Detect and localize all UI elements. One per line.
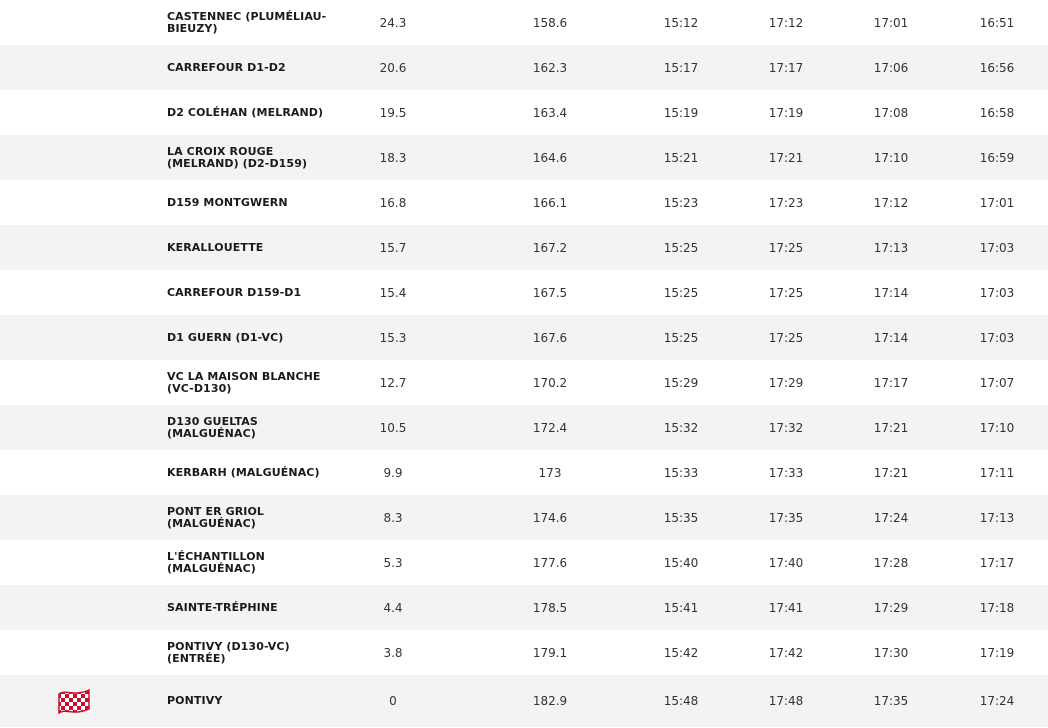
time-schedule-2: 17:21 — [768, 150, 804, 165]
row-icon-cell — [0, 405, 148, 450]
time-schedule-3: 17:14 — [873, 285, 909, 300]
km-done: 179.1 — [532, 645, 568, 660]
time-schedule-3: 17:29 — [873, 600, 909, 615]
table-row-finish — [0, 675, 1048, 727]
row-icon-cell — [0, 180, 148, 225]
time-schedule-2: 17:29 — [768, 375, 804, 390]
location-name: LA CROIX ROUGE (MELRAND) (D2-D159) — [167, 144, 308, 170]
time-schedule-4: 16:51 — [979, 15, 1015, 30]
time-schedule-1: 15:17 — [663, 60, 699, 75]
row-icon-cell — [0, 45, 148, 90]
time-schedule-3: 17:13 — [873, 240, 909, 255]
km-done: 167.2 — [532, 240, 568, 255]
table-row — [0, 450, 1048, 495]
time-schedule-2: 17:33 — [768, 465, 804, 480]
time-schedule-1: 15:12 — [663, 15, 699, 30]
time-schedule-1: 15:29 — [663, 375, 699, 390]
time-schedule-4: 16:56 — [979, 60, 1015, 75]
time-schedule-1: 15:41 — [663, 600, 699, 615]
time-schedule-3: 17:17 — [873, 375, 909, 390]
km-remaining: 0 — [389, 694, 397, 708]
km-remaining: 19.5 — [379, 105, 407, 120]
row-icon-cell — [0, 225, 148, 270]
location-name: KERBARH (MALGUÉNAC) — [167, 465, 320, 479]
time-schedule-2: 17:41 — [768, 600, 804, 615]
time-schedule-3: 17:01 — [873, 15, 909, 30]
location-name: PONTIVY — [167, 694, 223, 707]
location-name: CARREFOUR D159-D1 — [167, 285, 302, 299]
location-name: KERALLOUETTE — [167, 240, 264, 254]
time-schedule-2: 17:35 — [768, 510, 804, 525]
km-done: 158.6 — [532, 15, 568, 30]
km-done: 177.6 — [532, 555, 568, 570]
row-icon-cell — [0, 585, 148, 630]
time-schedule-3: 17:21 — [873, 465, 909, 480]
location-name: CARREFOUR D1-D2 — [167, 60, 286, 74]
time-schedule-3: 17:28 — [873, 555, 909, 570]
table-row — [0, 0, 1048, 45]
time-schedule-1: 15:23 — [663, 195, 699, 210]
time-schedule-1: 15:48 — [663, 694, 699, 708]
time-schedule-4: 17:10 — [979, 420, 1015, 435]
time-schedule-4: 17:24 — [979, 694, 1015, 708]
time-schedule-1: 15:42 — [663, 645, 699, 660]
row-icon-cell — [0, 675, 148, 727]
km-remaining: 16.8 — [379, 195, 407, 210]
time-schedule-2: 17:48 — [768, 694, 804, 708]
location-name: VC LA MAISON BLANCHE (VC-D130) — [167, 369, 321, 395]
time-schedule-2: 17:42 — [768, 645, 804, 660]
km-remaining: 8.3 — [383, 510, 403, 525]
km-done: 163.4 — [532, 105, 568, 120]
time-schedule-1: 15:19 — [663, 105, 699, 120]
table-row — [0, 405, 1048, 450]
table-row — [0, 90, 1048, 135]
time-schedule-1: 15:35 — [663, 510, 699, 525]
km-done: 178.5 — [532, 600, 568, 615]
time-schedule-4: 16:58 — [979, 105, 1015, 120]
time-schedule-4: 17:13 — [979, 510, 1015, 525]
time-schedule-3: 17:35 — [873, 694, 909, 708]
km-remaining: 9.9 — [383, 465, 403, 480]
time-schedule-1: 15:25 — [663, 240, 699, 255]
km-remaining: 15.3 — [379, 330, 407, 345]
table-row — [0, 225, 1048, 270]
table-row — [0, 45, 1048, 90]
row-icon-cell — [0, 495, 148, 540]
table-row — [0, 315, 1048, 360]
time-schedule-2: 17:32 — [768, 420, 804, 435]
time-schedule-1: 15:32 — [663, 420, 699, 435]
km-done: 162.3 — [532, 60, 568, 75]
row-icon-cell — [0, 135, 148, 180]
location-name: PONT ER GRIOL (MALGUÉNAC) — [167, 504, 265, 530]
km-remaining: 5.3 — [383, 555, 403, 570]
location-name: D2 COLÉHAN (MELRAND) — [167, 105, 324, 119]
location-name: D159 MONTGWERN — [167, 195, 288, 209]
time-schedule-3: 17:14 — [873, 330, 909, 345]
row-icon-cell — [0, 630, 148, 675]
time-schedule-4: 16:59 — [979, 150, 1015, 165]
time-schedule-3: 17:12 — [873, 195, 909, 210]
km-remaining: 24.3 — [379, 15, 407, 30]
table-row — [0, 630, 1048, 675]
time-schedule-4: 17:11 — [979, 465, 1015, 480]
time-schedule-3: 17:06 — [873, 60, 909, 75]
km-remaining: 4.4 — [383, 600, 403, 615]
table-row — [0, 495, 1048, 540]
location-name: SAINTE-TRÉPHINE — [167, 600, 278, 614]
time-schedule-3: 17:21 — [873, 420, 909, 435]
km-remaining: 15.7 — [379, 240, 407, 255]
km-done: 182.9 — [532, 694, 568, 708]
km-remaining: 18.3 — [379, 150, 407, 165]
row-icon-cell — [0, 0, 148, 45]
time-schedule-3: 17:10 — [873, 150, 909, 165]
time-schedule-2: 17:40 — [768, 555, 804, 570]
time-schedule-3: 17:08 — [873, 105, 909, 120]
time-schedule-1: 15:25 — [663, 285, 699, 300]
table-row — [0, 180, 1048, 225]
location-name: D130 GUELTAS (MALGUÉNAC) — [167, 414, 258, 440]
km-done: 174.6 — [532, 510, 568, 525]
table-row — [0, 585, 1048, 630]
km-done: 170.2 — [532, 375, 568, 390]
location-name: L'ÉCHANTILLON (MALGUÉNAC) — [167, 549, 265, 575]
row-icon-cell — [0, 270, 148, 315]
table-row — [0, 540, 1048, 585]
time-schedule-2: 17:17 — [768, 60, 804, 75]
row-icon-cell — [0, 315, 148, 360]
finish-flag-icon — [57, 686, 91, 716]
time-schedule-4: 17:19 — [979, 645, 1015, 660]
row-icon-cell — [0, 360, 148, 405]
time-schedule-3: 17:30 — [873, 645, 909, 660]
km-remaining: 20.6 — [379, 60, 407, 75]
time-schedule-2: 17:12 — [768, 15, 804, 30]
time-schedule-4: 17:03 — [979, 240, 1015, 255]
table-row — [0, 135, 1048, 180]
location-name: D1 GUERN (D1-VC) — [167, 330, 284, 344]
km-done: 167.6 — [532, 330, 568, 345]
table-row — [0, 270, 1048, 315]
time-schedule-1: 15:21 — [663, 150, 699, 165]
time-schedule-3: 17:24 — [873, 510, 909, 525]
location-name: CASTENNEC (PLUMÉLIAU-BIEUZY) — [167, 9, 327, 35]
time-schedule-4: 17:03 — [979, 330, 1015, 345]
row-icon-cell — [0, 540, 148, 585]
km-done: 166.1 — [532, 195, 568, 210]
time-schedule-4: 17:01 — [979, 195, 1015, 210]
row-icon-cell — [0, 450, 148, 495]
time-schedule-2: 17:25 — [768, 240, 804, 255]
km-done: 167.5 — [532, 285, 568, 300]
time-schedule-1: 15:25 — [663, 330, 699, 345]
time-schedule-4: 17:03 — [979, 285, 1015, 300]
time-schedule-2: 17:25 — [768, 330, 804, 345]
time-schedule-1: 15:40 — [663, 555, 699, 570]
time-schedule-2: 17:23 — [768, 195, 804, 210]
time-schedule-2: 17:19 — [768, 105, 804, 120]
km-remaining: 10.5 — [379, 420, 407, 435]
km-done: 172.4 — [532, 420, 568, 435]
km-done: 173 — [538, 465, 562, 480]
time-schedule-4: 17:17 — [979, 555, 1015, 570]
location-name: PONTIVY (D130-VC) (ENTRÉE) — [167, 639, 290, 665]
km-remaining: 12.7 — [379, 375, 407, 390]
km-remaining: 3.8 — [383, 645, 403, 660]
time-schedule-2: 17:25 — [768, 285, 804, 300]
time-schedule-4: 17:18 — [979, 600, 1015, 615]
time-schedule-4: 17:07 — [979, 375, 1015, 390]
km-done: 164.6 — [532, 150, 568, 165]
km-remaining: 15.4 — [379, 285, 407, 300]
row-icon-cell — [0, 90, 148, 135]
table-row — [0, 360, 1048, 405]
time-schedule-1: 15:33 — [663, 465, 699, 480]
